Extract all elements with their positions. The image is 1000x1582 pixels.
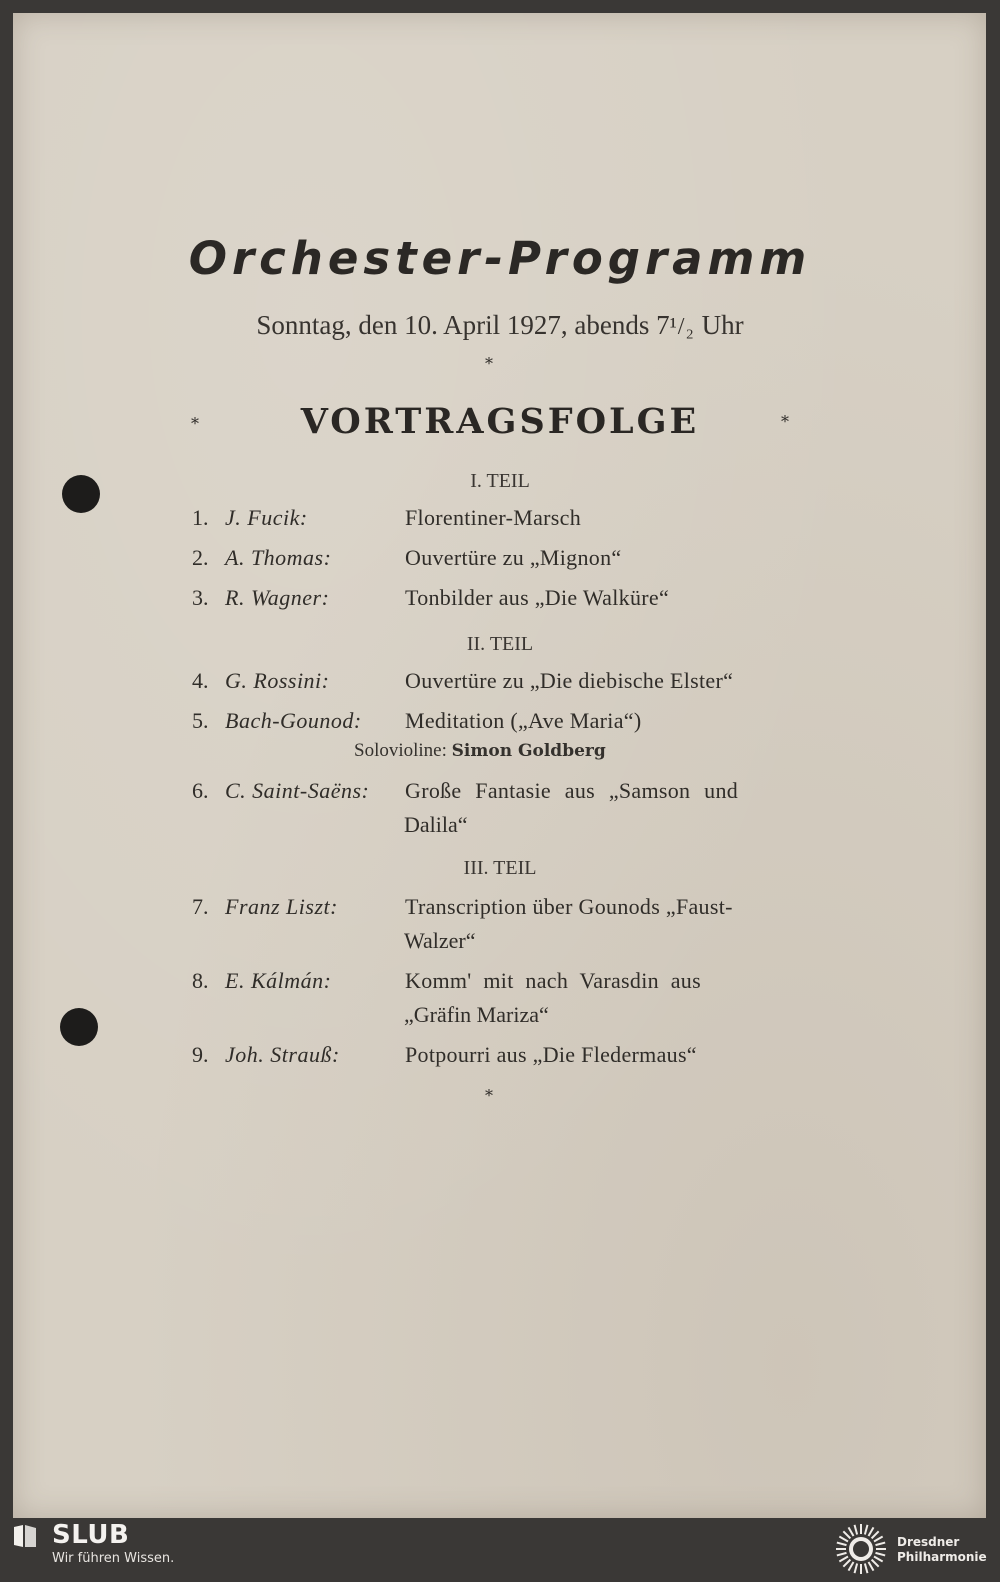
library-name: SLUB bbox=[52, 1520, 130, 1550]
sun-ray bbox=[849, 1527, 854, 1536]
sun-ray bbox=[865, 1525, 868, 1535]
partner-name-line1: Dresdner bbox=[897, 1535, 960, 1549]
slub-book-icon bbox=[12, 1523, 38, 1549]
item-composer: Franz Liszt: bbox=[225, 894, 338, 919]
item-number: 1. bbox=[192, 505, 209, 530]
item-number: 9. bbox=[192, 1042, 209, 1067]
sun-ray bbox=[839, 1537, 848, 1542]
part-label: I. TEIL bbox=[470, 470, 530, 492]
item-number: 2. bbox=[192, 545, 209, 570]
sun-ray bbox=[869, 1562, 874, 1571]
sun-ray bbox=[837, 1543, 847, 1546]
item-number: 3. bbox=[192, 585, 209, 610]
sun-ray bbox=[874, 1557, 883, 1562]
item-work: Florentiner-Marsch bbox=[405, 505, 582, 530]
item-composer: Bach-Gounod: bbox=[225, 708, 362, 733]
item-work: Große Fantasie aus „Samson und bbox=[405, 778, 739, 803]
program-item bbox=[0, 778, 1000, 848]
item-work-continued: Dalila“ bbox=[404, 812, 468, 837]
date-text: Sonntag, den 10. April 1927, abends 7 bbox=[256, 310, 670, 340]
library-tagline: Wir führen Wissen. bbox=[52, 1551, 175, 1566]
sun-ray bbox=[843, 1560, 850, 1567]
sun-ray bbox=[855, 1525, 858, 1535]
soloist-line bbox=[354, 740, 606, 762]
soloist-name: Simon Goldberg bbox=[451, 741, 606, 761]
program-item bbox=[0, 505, 1000, 539]
item-work: Ouvertüre zu „Mignon“ bbox=[405, 545, 622, 570]
item-work: Tonbilder aus „Die Walküre“ bbox=[405, 585, 670, 610]
sun-ray bbox=[849, 1562, 854, 1571]
item-composer: E. Kálmán: bbox=[225, 968, 332, 993]
item-work: Potpourri aus „Die Fledermaus“ bbox=[405, 1042, 697, 1067]
program-item bbox=[0, 708, 1000, 742]
date-fraction: ¹/₂ bbox=[669, 314, 695, 340]
item-work-continued: „Gräfin Mariza“ bbox=[404, 1002, 549, 1027]
sun-ray bbox=[869, 1527, 874, 1536]
part-label: II. TEIL bbox=[466, 633, 534, 655]
item-number: 8. bbox=[192, 968, 209, 993]
program-title: Orchester-Programm bbox=[188, 232, 812, 285]
star-ornament-icon: * bbox=[485, 354, 493, 373]
sun-ray bbox=[872, 1531, 879, 1538]
sun-ray bbox=[839, 1557, 848, 1562]
program-item bbox=[0, 968, 1000, 1038]
sun-ray bbox=[875, 1543, 885, 1546]
soloist-label: Solovioline: bbox=[354, 740, 447, 761]
date-suffix: Uhr bbox=[701, 310, 744, 340]
star-ornament-icon: * bbox=[781, 412, 789, 431]
item-composer: C. Saint-Saëns: bbox=[225, 778, 370, 803]
item-composer: R. Wagner: bbox=[225, 585, 330, 610]
concert-date bbox=[0, 310, 1000, 341]
philharmonie-sun-logo-icon bbox=[834, 1522, 888, 1576]
item-composer: Joh. Strauß: bbox=[225, 1042, 340, 1067]
star-ornament-icon: * bbox=[191, 414, 199, 433]
item-work: Transcription über Gounods „Faust- bbox=[405, 894, 733, 919]
item-work: Ouvertüre zu „Die diebische Elster“ bbox=[405, 668, 734, 693]
program-item bbox=[0, 1042, 1000, 1076]
sun-ray bbox=[872, 1560, 879, 1567]
sun-ray bbox=[865, 1563, 868, 1573]
part-label: III. TEIL bbox=[463, 857, 537, 879]
item-composer: A. Thomas: bbox=[225, 545, 332, 570]
item-work: Meditation („Ave Maria“) bbox=[405, 708, 642, 733]
program-item bbox=[0, 894, 1000, 964]
item-number: 4. bbox=[192, 668, 209, 693]
star-ornament-icon: * bbox=[485, 1086, 493, 1105]
program-item bbox=[0, 545, 1000, 579]
item-composer: J. Fucik: bbox=[225, 505, 308, 530]
item-number: 6. bbox=[192, 778, 209, 803]
partner-name-line2: Philharmonie bbox=[897, 1550, 987, 1564]
item-work: Komm' mit nach Varasdin aus bbox=[405, 968, 701, 993]
program-item bbox=[0, 585, 1000, 619]
sun-ray bbox=[843, 1531, 850, 1538]
program-heading: VORTRAGSFOLGE bbox=[300, 401, 700, 442]
sun-ray bbox=[875, 1553, 885, 1556]
item-number: 7. bbox=[192, 894, 209, 919]
sun-ray bbox=[837, 1553, 847, 1556]
item-composer: G. Rossini: bbox=[225, 668, 330, 693]
sun-ray bbox=[874, 1537, 883, 1542]
program-item bbox=[0, 668, 1000, 702]
sun-ray bbox=[855, 1563, 858, 1573]
item-number: 5. bbox=[192, 708, 209, 733]
item-work-continued: Walzer“ bbox=[404, 928, 476, 953]
